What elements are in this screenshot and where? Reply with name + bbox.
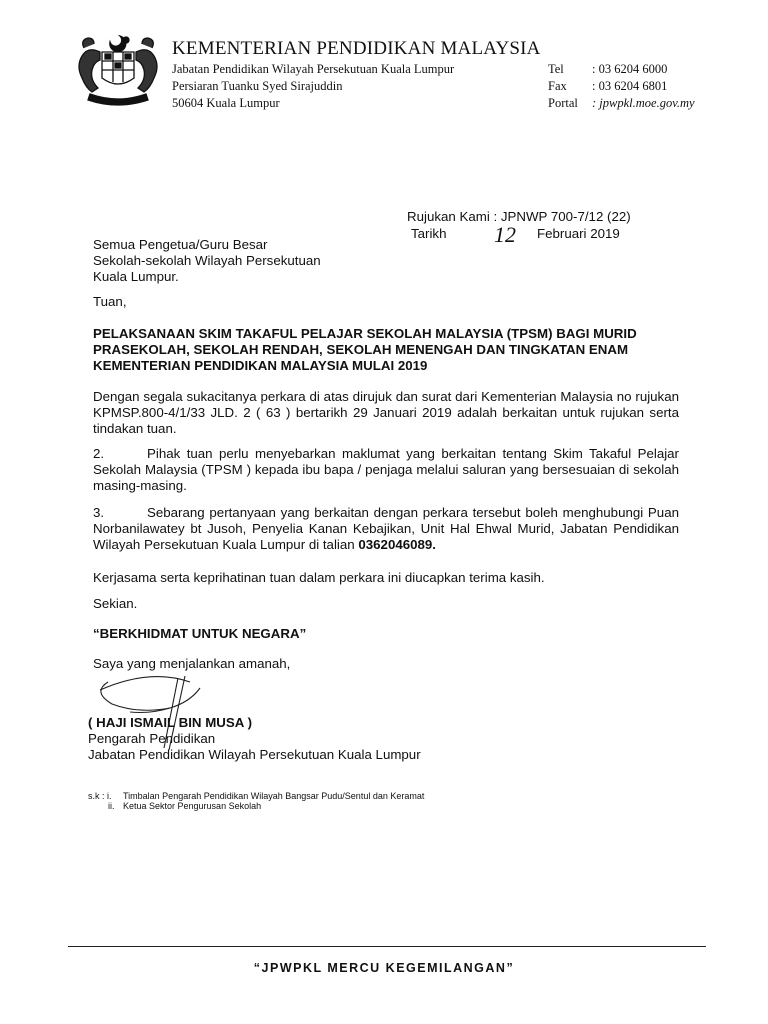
paragraph-2: Pihak tuan perlu menyebarkan maklumat yang berkaitan tentang Skim Takaful Pelajar Sekolah Malaysia (TPSM ) kepada ibu bapa / penjaga melalui saluran yang bersesuaian di sekolah masing-masing. <box>93 446 679 493</box>
cc-item-2-number: ii. <box>108 801 115 811</box>
portal-label: Portal <box>548 96 578 110</box>
address-line-3: 50604 Kuala Lumpur <box>172 96 280 110</box>
fax-label: Fax <box>548 79 567 93</box>
tel-value: : 03 6204 6000 <box>592 62 668 76</box>
subject-line-2: PRASEKOLAH, SEKOLAH RENDAH, SEKOLAH MENENGAH DAN TINGKATAN ENAM <box>93 342 629 357</box>
paragraph-2-number: 2. <box>93 446 105 461</box>
paragraph-4: Kerjasama serta keprihatinan tuan dalam perkara ini diucapkan terima kasih. <box>93 570 545 585</box>
fax-value: : 03 6204 6801 <box>592 79 668 93</box>
recipient-line-3: Kuala Lumpur. <box>93 269 179 284</box>
ministry-name: KEMENTERIAN PENDIDIKAN MALAYSIA <box>172 38 541 59</box>
sekian: Sekian. <box>93 596 138 611</box>
date-month-year: Februari 2019 <box>537 226 620 241</box>
signatory-title: Pengarah Pendidikan <box>88 731 216 746</box>
slogan: “BERKHIDMAT UNTUK NEGARA” <box>93 626 307 641</box>
coat-of-arms-icon <box>70 32 166 108</box>
footer-motto: “JPWPKL MERCU KEGEMILANGAN” <box>253 961 515 975</box>
subject-line-3: KEMENTERIAN PENDIDIKAN MALAYSIA MULAI 2019 <box>93 358 428 373</box>
signatory-department: Jabatan Pendidikan Wilayah Persekutuan Kuala Lumpur <box>88 747 421 762</box>
paragraph-3 <box>93 505 679 553</box>
salutation: Tuan, <box>93 294 127 309</box>
recipient-line-2: Sekolah-sekolah Wilayah Persekutuan <box>93 253 321 268</box>
date-label: Tarikh <box>411 226 447 241</box>
closing-amanah: Saya yang menjalankan amanah, <box>93 656 291 671</box>
paragraph-3-text: Sebarang pertanyaan yang berkaitan dengan perkara tersebut boleh menghubungi Puan Norbanilawatey bt Jusoh, Penyelia Kanan Kebajikan, Unit Hal Ehwal Murid, Jabatan Pendidikan Wilayah Persekutuan Kuala Lumpur di talian <box>93 505 679 552</box>
address-line-1: Jabatan Pendidikan Wilayah Persekutuan Kuala Lumpur <box>172 62 455 76</box>
subject-line-1: PELAKSANAAN SKIM TAKAFUL PELAJAR SEKOLAH MALAYSIA (TPSM) BAGI MURID <box>93 326 637 341</box>
paragraph-3-number: 3. <box>93 505 105 520</box>
contact-phone: 0362046089. <box>358 537 437 552</box>
portal-value[interactable]: : jpwpkl.moe.gov.my <box>592 96 695 110</box>
handwritten-date: 12 <box>494 222 516 247</box>
footer-divider <box>68 946 706 947</box>
paragraph-1: Dengan segala sukacitanya perkara di atas dirujuk dan surat dari Kementerian Malaysia no rujukan KPMSP.800-4/1/33 JLD. 2 ( 63 ) bertarikh 29 Januari 2019 adalah berkaitan untuk rujukan serta tindakan tuan. <box>93 389 679 436</box>
cc-item-2: Ketua Sektor Pengurusan Sekolah <box>123 801 262 811</box>
cc-label: s.k : i. <box>88 791 112 801</box>
address-line-2: Persiaran Tuanku Syed Sirajuddin <box>172 79 343 93</box>
tel-label: Tel <box>548 62 564 76</box>
signatory-name: ( HAJI ISMAIL BIN MUSA ) <box>88 715 252 730</box>
reference-number: Rujukan Kami : JPNWP 700-7/12 (22) <box>407 209 631 224</box>
recipient-line-1: Semua Pengetua/Guru Besar <box>93 237 268 252</box>
cc-item-1: Timbalan Pengarah Pendidikan Wilayah Bangsar Pudu/Sentul dan Keramat <box>123 791 425 801</box>
